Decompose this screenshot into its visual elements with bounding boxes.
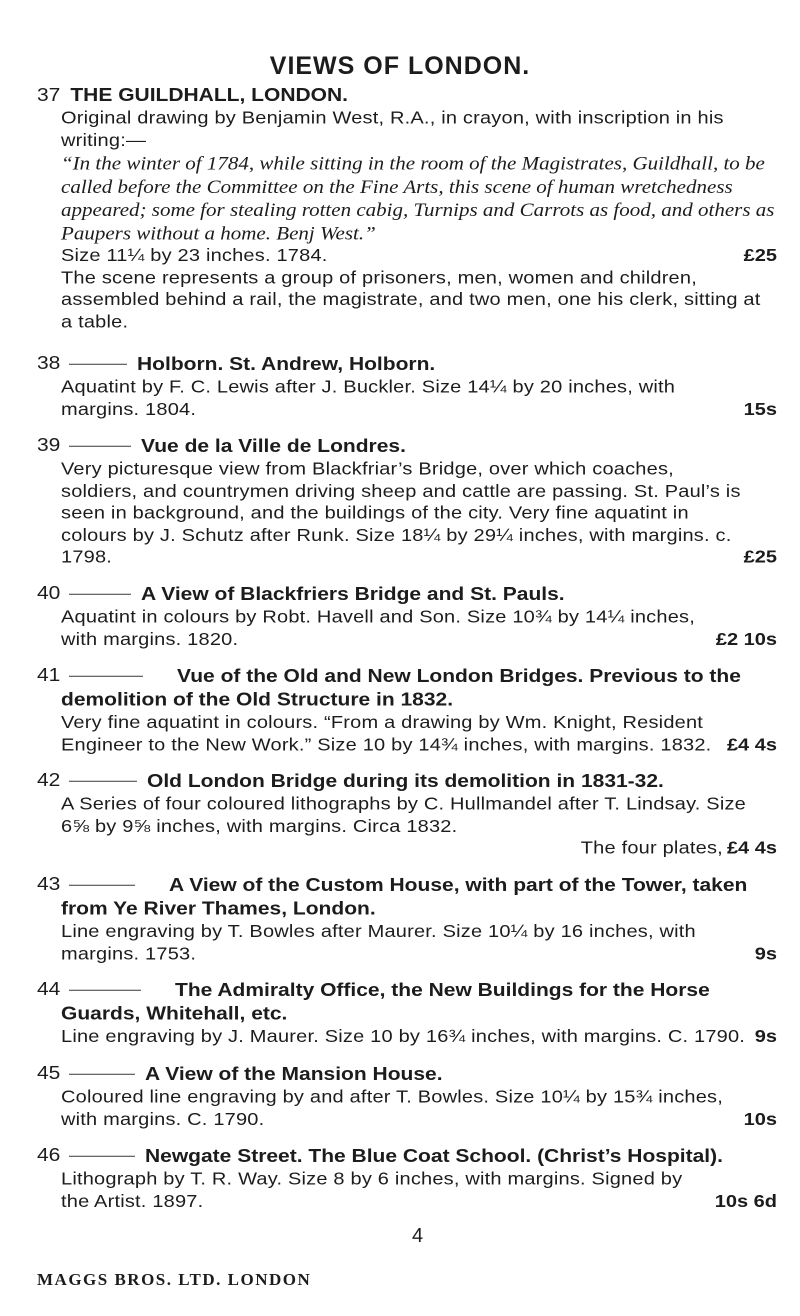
lot-38 [37,353,777,420]
lot-title: Old London Bridge during its demolition in 1831-32. [147,770,664,792]
lot-rule [69,885,135,886]
lot-rule [69,594,131,595]
lot-46 [37,1145,777,1212]
lot-rule [69,781,137,782]
lot-price: £4 4s [726,734,777,755]
lot-description: Aquatint in colours by Robt. Havell and Son. Size 10¾ by 14¼ inches, with margins. 1820. [61,607,695,649]
lot-41 [37,665,777,756]
lot-37 [37,84,777,333]
lot-body-row [37,376,777,420]
lot-body-row [37,1086,777,1130]
lot-44 [37,979,777,1048]
lot-price: £4 4s [726,838,777,858]
lot-title: Vue de la Ville de Londres. [141,435,406,457]
lot-description: Very picturesque view from Blackfriar’s Bridge, over which coaches, soldiers, and countrymen driving sheep and cattle are passing. St. Paul’s is seen in background, and the buildings of the city. Very fine aquatint in colours by J. Schutz after Runk. Size 18¼ by 29¼ inches, with margins. c. 1798. [61,458,741,567]
lot-42 [37,770,777,859]
lot-description: Original drawing by Benjamin West, R.A., in crayon, with inscription in his writing:— [61,108,724,151]
lot-40 [37,583,777,650]
lot-size-row [37,245,777,267]
lot-title: A View of Blackfriers Bridge and St. Pauls. [141,583,565,605]
lot-rule [69,445,131,446]
lot-size: Size 11¼ by 23 inches. 1784. [61,245,328,266]
lot-number: 43 [37,874,61,895]
lot-price: £25 [743,245,777,266]
lot-body-row [37,921,777,965]
publisher-footer: MAGGS BROS. LTD. LONDON [37,1270,312,1289]
lot-title: Holborn. St. Andrew, Holborn. [137,353,436,375]
lot-body-row [37,606,777,650]
lot-45 [37,1063,777,1130]
lot-price: 10s 6d [714,1190,777,1211]
lot-price-label: The four plates, [580,838,723,858]
lot-price: 9s [754,1026,777,1047]
lot-number: 46 [37,1144,61,1166]
page-header: VIEWS OF LONDON. [269,52,531,80]
lot-number: 45 [37,1062,61,1084]
lot-rule [69,1074,135,1075]
lot-description: Aquatint by F. C. Lewis after J. Buckler. Size 14¼ by 20 inches, with margins. 1804. [61,377,676,419]
lot-title: Vue of the Old and New London Bridges. Previous to the demolition of the Old Structure in 1832. [61,665,741,710]
lot-number: 44 [37,979,61,1000]
lot-number: 41 [37,664,61,686]
lot-number: 40 [37,582,61,604]
lot-39 [37,435,777,568]
lot-price: 10s [743,1109,777,1129]
lot-description: Lithograph by T. R. Way. Size 8 by 6 inches, with margins. Signed by the Artist. 1897. [61,1168,683,1211]
lot-body-row [37,458,777,568]
lot-description: Line engraving by T. Bowles after Maurer. Size 10¼ by 16 inches, with margins. 1753. [61,921,696,964]
lot-body-row [37,1168,777,1212]
lot-note: The scene represents a group of prisoners, men, women and children, assembled behind a rail, the magistrate, and two men, one his clerk, sitting at a table. [61,267,761,332]
lot-rule [69,1155,135,1156]
lot-title: A View of the Custom House, with part of the Tower, taken from Ye River Thames, London. [61,874,748,919]
lot-number: 37 [37,84,61,106]
lot-body-row [37,711,777,755]
lot-quote: “In the winter of 1784, while sitting in the room of the Magistrates, Guildhall, to be called before the Committee on the Fine Arts, this scene of human wretchedness appeared; some for stealing rotten cabig, Turnips and Carrots as food, and others as Paupers without a home. Benj West.” [61,152,775,244]
lot-rule [69,364,127,365]
lot-price-line [37,837,777,859]
lot-title: A View of the Mansion House. [145,1063,443,1085]
lot-43 [37,874,777,965]
lot-price: 9s [754,943,777,964]
lot-description: Line engraving by J. Maurer. Size 10 by 16¾ inches, with margins. C. 1790. [61,1026,746,1047]
lot-title: 37 THE GUILDHALL, LONDON. [37,84,349,106]
lot-title: Newgate Street. The Blue Coat School. (Christ’s Hospital). [145,1145,723,1167]
lot-description: Very fine aquatint in colours. “From a drawing by Wm. Knight, Resident Engineer to the New Work.” Size 10 by 14¾ inches, with margins. 1832. [61,712,712,755]
lot-price: £2 10s [715,629,777,649]
lot-title: The Admiralty Office, the New Buildings for the Horse Guards, Whitehall, etc. [61,980,710,1025]
lot-body-row [37,1026,777,1048]
lot-rule [69,675,143,676]
lot-price: £25 [743,546,777,567]
lot-number: 39 [37,434,61,456]
lot-price: 15s [743,399,777,419]
lot-number: 38 [37,352,61,374]
lot-description: A Series of four coloured lithographs by C. Hullmandel after T. Lindsay. Size 6⅝ by 9⅝ inches, with margins. Circa 1832. [61,794,747,836]
lot-description: Coloured line engraving by and after T. Bowles. Size 10¼ by 15¾ inches, with margins. C. 1790. [61,1087,724,1129]
lot-number: 42 [37,769,61,791]
page-number: 4 [412,1225,424,1247]
